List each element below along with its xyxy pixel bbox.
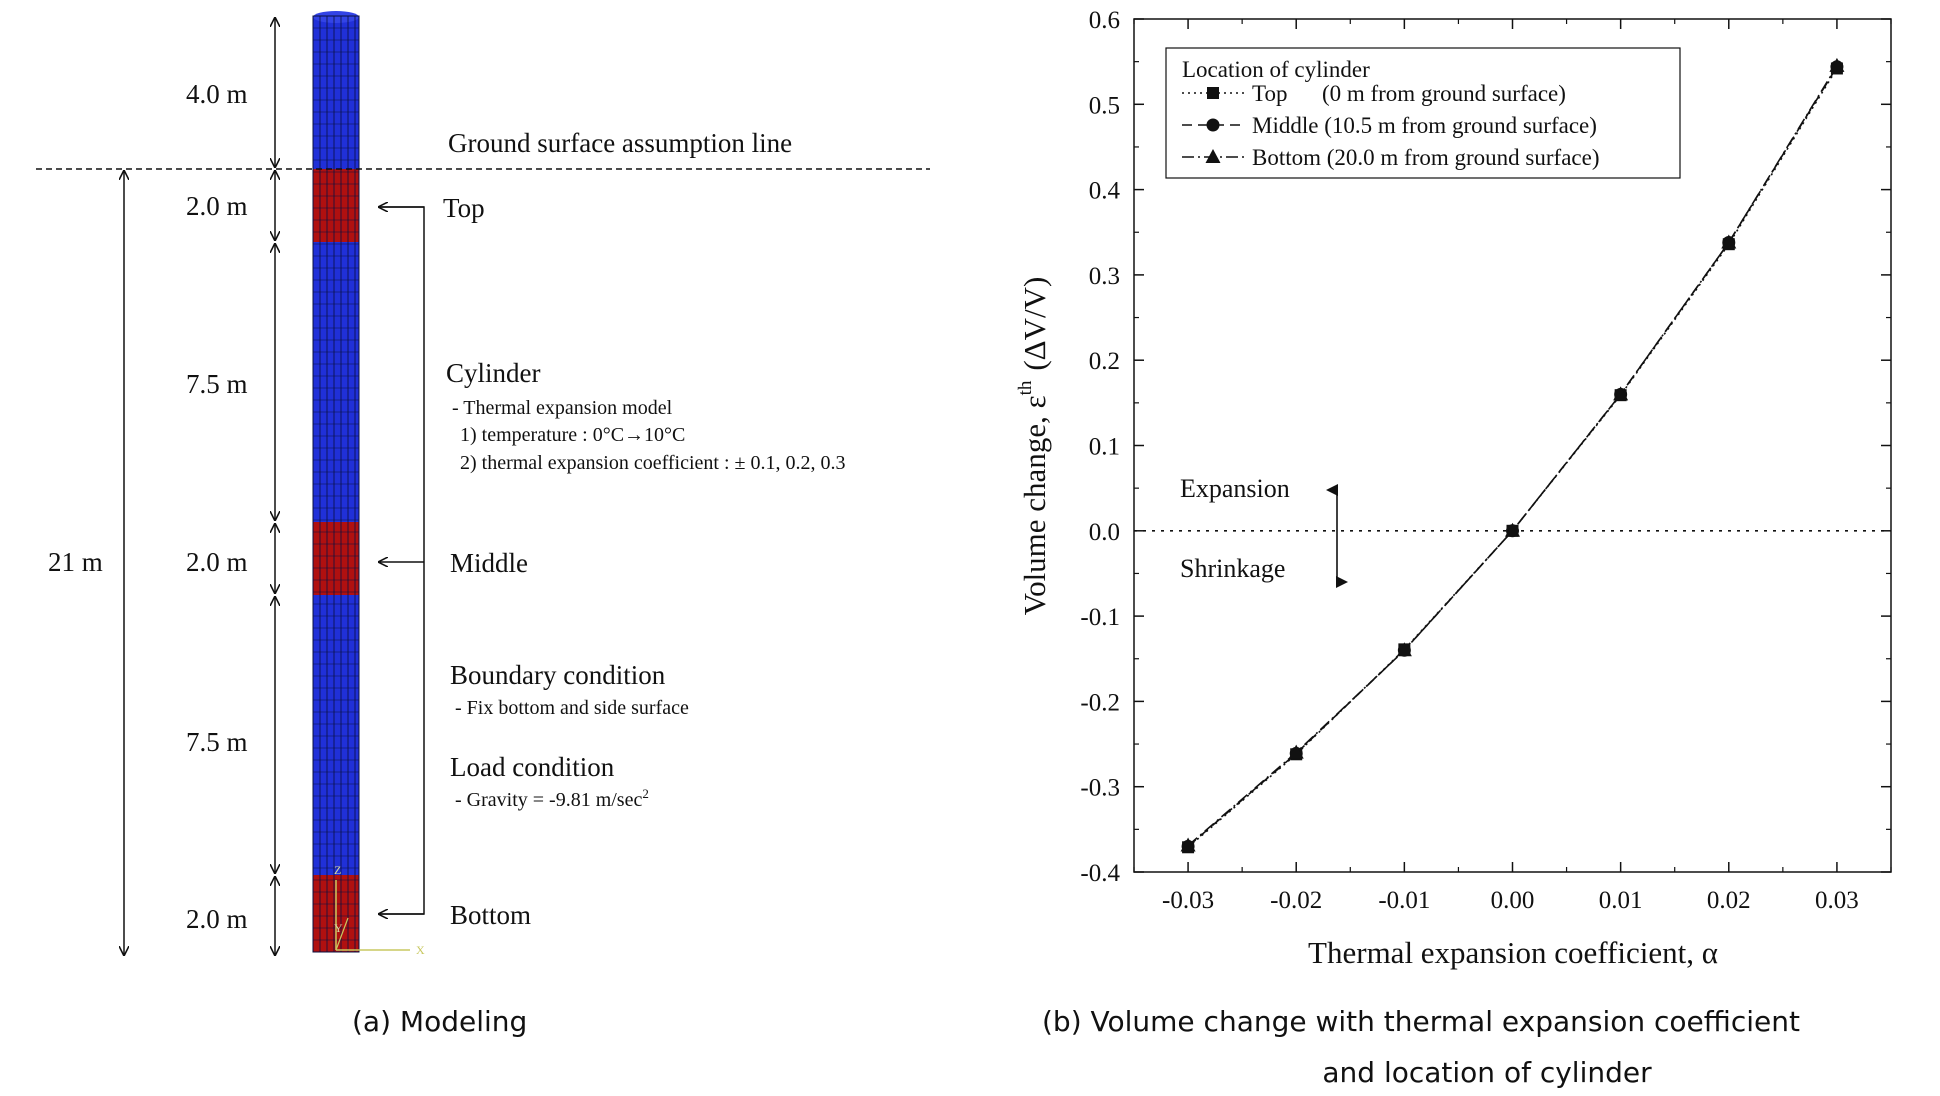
load-heading: Load condition	[450, 752, 615, 782]
x-tick-label: 0.03	[1815, 887, 1859, 914]
x-tick-label: -0.03	[1162, 887, 1215, 914]
dim-label-21m: 21 m	[48, 547, 103, 577]
label-bottom: Bottom	[450, 900, 532, 930]
cylinder-line-1: - Thermal expansion model	[452, 397, 673, 419]
y-axis-label-main: Volume change, ε	[1017, 395, 1052, 616]
series-line-0	[1188, 69, 1837, 848]
legend-title: Location of cylinder	[1182, 57, 1370, 82]
y-axis-label-superscript: th	[1015, 380, 1036, 396]
axis-label-x: X	[416, 943, 425, 957]
y-tick-label: 0.5	[1088, 92, 1120, 120]
cylinder-line-3: 2) thermal expansion coefficient : ± 0.1, 0.2, 0.3	[460, 452, 846, 474]
location-bracket	[378, 207, 424, 914]
caption-a: (a) Modeling	[352, 1005, 528, 1038]
label-top: Top	[443, 193, 485, 223]
legend-marker-circle	[1207, 119, 1220, 132]
dim-label-4m: 4.0 m	[186, 79, 248, 109]
x-axis-label: Thermal expansion coefficient, α	[1308, 935, 1718, 970]
dim-label-7-5m-upper: 7.5 m	[186, 369, 248, 399]
label-middle: Middle	[450, 548, 528, 578]
x-tick-label: -0.01	[1378, 887, 1431, 914]
y-tick-label: -0.4	[1080, 860, 1120, 887]
dim-label-2m-top: 2.0 m	[186, 191, 248, 221]
legend-label: Middle (10.5 m from ground surface)	[1252, 113, 1597, 138]
volume-change-chart	[1015, 7, 1891, 1089]
series-lines	[1188, 66, 1837, 847]
legend-marker-square	[1207, 87, 1219, 99]
boundary-heading: Boundary condition	[450, 660, 666, 690]
modeling-panel	[36, 11, 930, 1038]
y-axis-label	[1015, 277, 1052, 616]
ground-line-label: Ground surface assumption line	[448, 128, 793, 158]
y-tick-label: -0.2	[1080, 689, 1120, 717]
legend-label: Top (0 m from ground surface)	[1252, 81, 1566, 106]
y-tick-label: -0.1	[1080, 604, 1120, 632]
x-tick-label: 0.02	[1706, 887, 1751, 914]
load-line	[455, 786, 649, 811]
annotation-shrinkage: Shrinkage	[1180, 554, 1286, 583]
axis-label-y: Y	[334, 921, 343, 935]
caption-b-line-2: and location of cylinder	[1322, 1056, 1652, 1089]
legend-label: Bottom (20.0 m from ground surface)	[1252, 145, 1600, 170]
axis-label-z: Z	[334, 863, 342, 877]
x-tick-label: 0.01	[1598, 887, 1643, 914]
load-line-superscript: 2	[642, 786, 649, 801]
series-line-2	[1188, 66, 1837, 846]
cylinder-line-2: 1) temperature : 0°C→10°C	[460, 424, 686, 446]
y-tick-label: -0.3	[1080, 774, 1120, 802]
cylinder-mesh	[313, 11, 359, 952]
series-line-1	[1188, 67, 1837, 847]
dim-label-2m-middle: 2.0 m	[186, 547, 248, 577]
y-tick-label: 0.4	[1088, 177, 1120, 205]
y-axis-label-suffix: (ΔV/V)	[1017, 276, 1052, 371]
boundary-line: - Fix bottom and side surface	[455, 697, 689, 719]
cylinder-heading: Cylinder	[446, 358, 541, 388]
y-tick-label: 0.3	[1088, 262, 1120, 290]
caption-b-line-1: (b) Volume change with thermal expansion coefficient	[1042, 1005, 1800, 1038]
load-line-text: - Gravity = -9.81 m/sec	[455, 789, 643, 811]
x-tick-label: 0.00	[1490, 887, 1535, 914]
y-tick-label: 0.0	[1088, 518, 1120, 546]
y-tick-label: 0.1	[1088, 433, 1120, 461]
annotation-expansion: Expansion	[1180, 474, 1290, 503]
dim-label-7-5m-lower: 7.5 m	[186, 727, 248, 757]
x-tick-label: -0.02	[1270, 887, 1323, 914]
legend	[1166, 48, 1680, 178]
y-tick-label: 0.6	[1088, 7, 1120, 34]
dim-label-2m-bottom: 2.0 m	[186, 904, 248, 934]
y-tick-label: 0.2	[1088, 348, 1120, 376]
